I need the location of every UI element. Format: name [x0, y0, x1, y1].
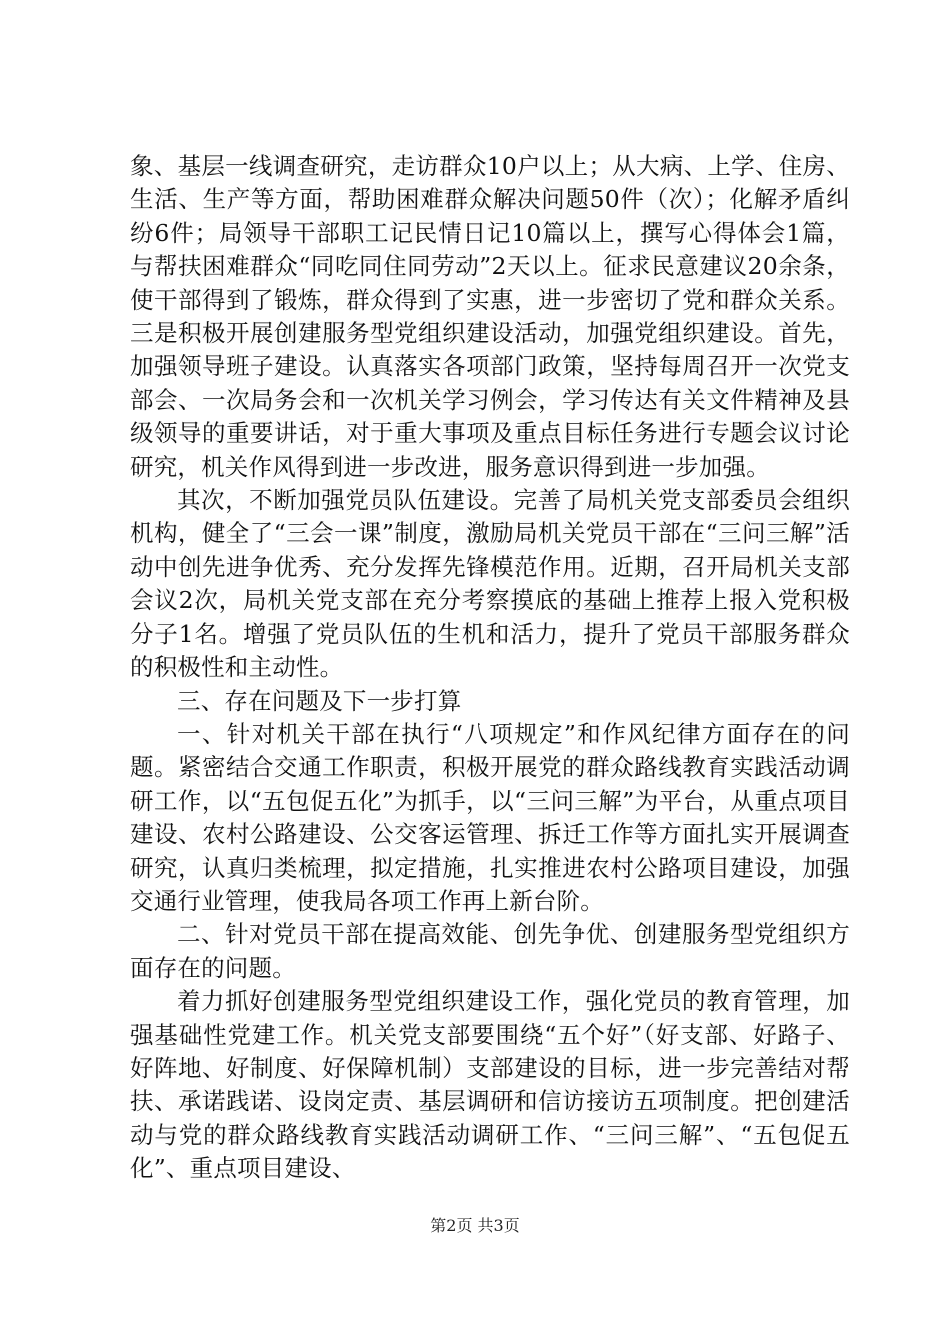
document-body	[130, 150, 850, 1186]
page-footer	[0, 1216, 950, 1236]
paragraph-issue-two: 二、针对党员干部在提高效能、创先争优、创建服务型党组织方面存在的问题。	[130, 920, 850, 982]
paragraph-service-organization: 着力抓好创建服务型党组织建设工作，强化党员的教育管理，加强基础性党建工作。机关党支部要围绕“五个好”（好支部、好路子、好阵地、好制度、好保障机制）支部建设的目标，进一步完善结对帮扶、承诺践诺、设岗定责、基层调研和信访接访五项制度。把创建活动与党的群众路线教育实践活动调研工作、“三问三解”、“五包促五化”、重点项目建设、	[130, 987, 850, 1183]
paragraph-continuation: 象、基层一线调查研究，走访群众10户以上；从大病、上学、住房、生活、生产等方面，帮助困难群众解决问题50件（次）；化解矛盾纠纷6件；局领导干部职工记民情日记10篇以上，撰写心得体会1篇，与帮扶困难群众“同吃同住同劳动”2天以上。征求民意建议20余条，使干部得到了锻炼，群众得到了实惠，进一步密切了党和群众关系。三是积极开展创建服务型党组织建设活动，加强党组织建设。首先，加强领导班子建设。认真落实各项部门政策，坚持每周召开一次党支部会、一次局务会和一次机关学习例会，学习传达有关文件精神及县级领导的重要讲话，对于重大事项及重点目标任务进行专题会议讨论研究，机关作风得到进一步改进，服务意识得到进一步加强。	[130, 152, 850, 481]
paragraph-issue-one: 一、针对机关干部在执行“八项规定”和作风纪律方面存在的问题。紧密结合交通工作职责，积极开展党的群众路线教育实践活动调研工作，以“五包促五化”为抓手，以“三问三解”为平台，从重点项目建设、农村公路建设、公交客运管理、拆迁工作等方面扎实开展调查研究，认真归类梳理，拟定措施，扎实推进农村公路项目建设，加强交通行业管理，使我局各项工作再上新台阶。	[130, 719, 850, 915]
paragraph-party-members: 其次，不断加强党员队伍建设。完善了局机关党支部委员会组织机构，健全了“三会一课”制度，激励局机关党员干部在“三问三解”活动中创先进争优秀、充分发挥先锋模范作用。近期，召开局机关支部会议2次，局机关党支部在充分考察摸底的基础上推荐上报入党积极分子1名。增强了党员队伍的生机和活力，提升了党员干部服务群众的积极性和主动性。	[130, 486, 850, 682]
page-number: 第2页 共3页	[430, 1216, 520, 1235]
section-heading: 三、存在问题及下一步打算	[177, 686, 462, 715]
